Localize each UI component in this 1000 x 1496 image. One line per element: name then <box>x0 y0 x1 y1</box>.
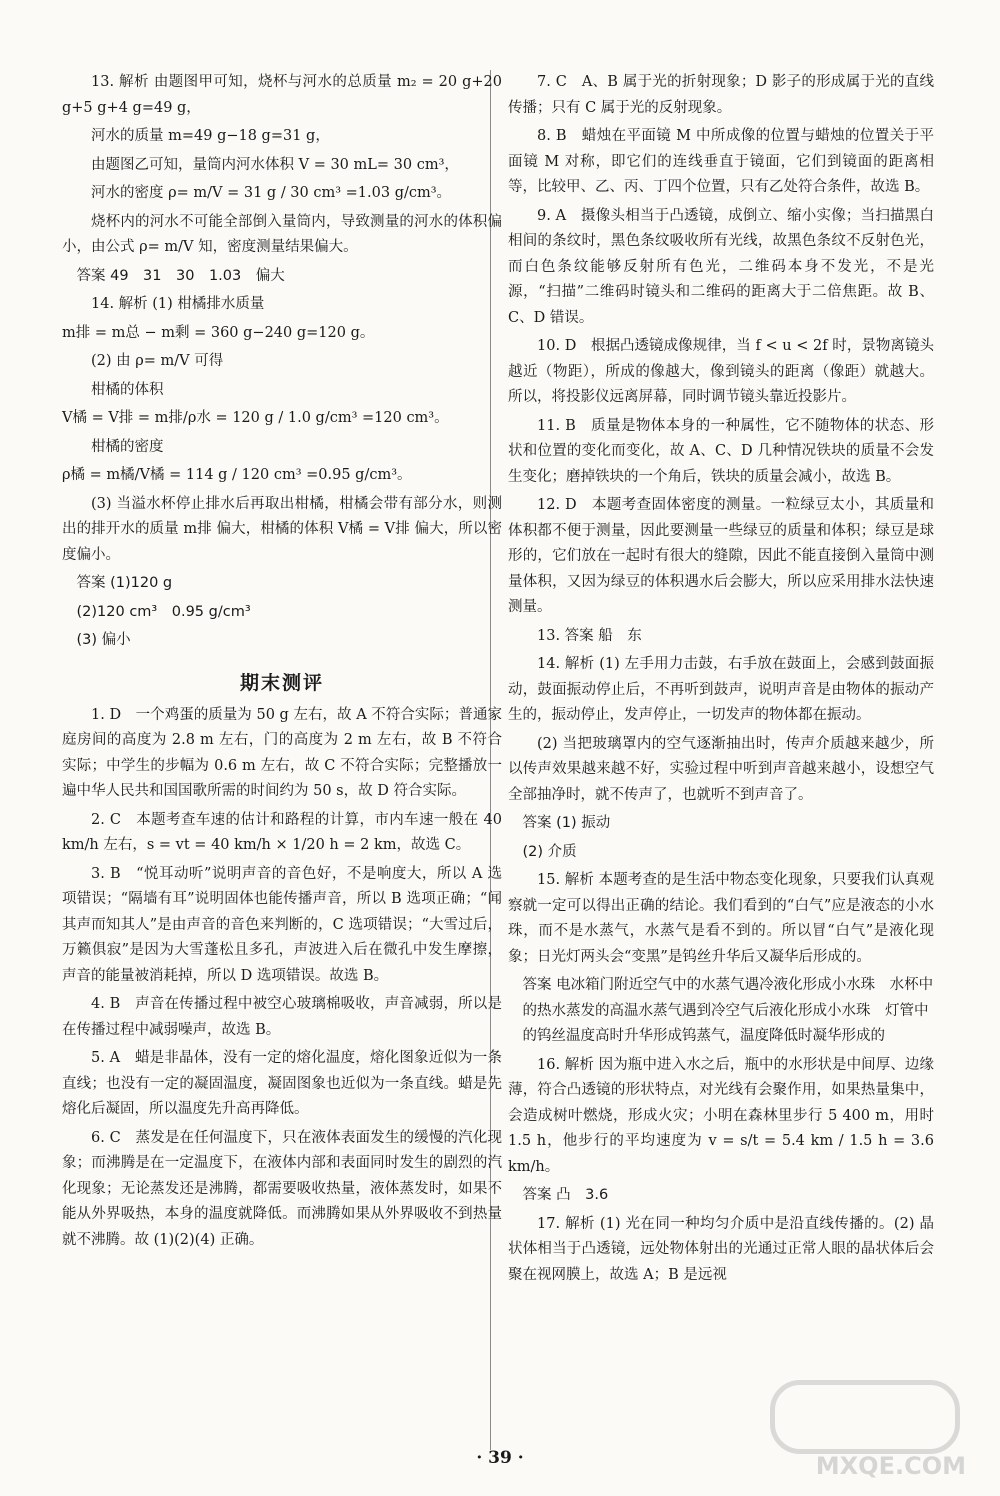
final-q16-answer: 答案 凸 3.6 <box>522 1187 609 1203</box>
q14-formula-volume: V橘 = V排 = m排/ρ水 = 120 g / 1.0 g/cm³ =120 cm³。 <box>62 410 449 426</box>
final-q14-part2: (2) 当把玻璃罩内的空气逐渐抽出时，传声介质越来越少，所以传声效果越来越不好，实验过程中听到声音越来越小，设想空气全部抽净时，就不传声了，也就听不到声音了。 <box>508 735 934 803</box>
q14-formula-density: ρ橘 = m橘/V橘 = 114 g / 120 cm³ =0.95 g/cm³。 <box>62 467 412 483</box>
final-q15-answer: 答案 电冰箱门附近空气中的水蒸气遇冷液化形成小水珠 水杯中的热水蒸发的高温水蒸气遇到冷空气后液化形成小水珠 灯管中的钨丝温度高时升华形成钨蒸气，温度降低时凝华形成的 <box>522 977 934 1044</box>
final-q14-part1: 14. 解析 (1) 左手用力击鼓，右手放在鼓面上，会感到鼓面振动，鼓面振动停止后，不再听到鼓声，说明声音是由物体的振动产生的，振动停止，发声停止，一切发声的物体都在振动。 <box>508 656 934 723</box>
q13-analysis-line2: 河水的质量 m=49 g−18 g=31 g， <box>91 128 330 144</box>
page-number: · 39 · <box>476 1448 524 1468</box>
q14-answer-2: (2)120 cm³ 0.95 g/cm³ <box>76 603 251 620</box>
left-column <box>62 70 507 1256</box>
final-q2: 2. C 本题考查车速的估计和路程的计算，市内车速一般在 40 km/h 左右，s = vt = 40 km/h × 1/20 h = 2 km，故选 C。 <box>62 811 507 853</box>
final-q9: 9. A 摄像头相当于凸透镜，成倒立、缩小实像；当扫描黑白相间的条纹时，黑色条纹吸收所有光线，故黑色条纹不反射色光，而白色条纹能够反射所有色光，二维码本身不发光，不是光源，“扫描”二维码时镜头和二维码的距离大于二倍焦距。故 B、C、D 错误。 <box>508 207 934 326</box>
final-q16: 16. 解析 因为瓶中进入水之后，瓶中的水形状是中间厚、边缘薄，符合凸透镜的形状特点，对光线有会聚作用，如果热量集中，会造成树叶燃烧，形成火灾；小明在森林里步行 5 400 m，用时 1.5 h，他步行的平均速度为 v = s/t = 5.4 km / 1.5 h = 3.6 km/h。 <box>508 1056 939 1175</box>
final-q13: 13. 答案 船 东 <box>537 627 642 644</box>
watermark-text: MXQE.COM <box>815 1452 966 1480</box>
q13-density-formula: 河水的密度 ρ= m/V = 31 g / 30 cm³ =1.03 g/cm³。 <box>91 185 452 201</box>
q13-answer: 答案 49 31 30 1.03 偏大 <box>76 267 285 284</box>
final-q8: 8. B 蜡烛在平面镜 M 中所成像的位置与蜡烛的位置关于平面镜 M 对称，即它们的连线垂直于镜面，它们到镜面的距离相等，比较甲、乙、丙、丁四个位置，只有乙处符合条件，故选 B。 <box>508 128 934 195</box>
final-q14-answer-1: 答案 (1) 振动 <box>522 815 611 831</box>
q14-analysis-1: 14. 解析 (1) 柑橘排水质量 <box>91 296 265 312</box>
q14-volume-label: 柑橘的体积 <box>91 381 164 398</box>
section-title: 期末测评 <box>239 671 324 694</box>
final-q1: 1. D 一个鸡蛋的质量为 50 g 左右，故 A 不符合实际；普通家庭房间的高度为 2.8 m 左右，门的高度为 2 m 左右，故 B 不符合实际；中学生的步幅为 0.6 m 左右，故 C 不符合实际；完整播放一遍中华人民共和国国歌所需的时间约为 50 s，故 D 符合实际。 <box>62 706 502 799</box>
q14-density-label: 柑橘的密度 <box>91 438 164 455</box>
right-column <box>508 70 939 1291</box>
final-q11: 11. B 质量是物体本身的一种属性，它不随物体的状态、形状和位置的变化而变化，故 A、C、D 几种情况铁块的质量不会发生变化；磨掉铁块的一个角后，铁块的质量会减小，故选 B。 <box>508 417 934 485</box>
q13-analysis-line1: 13. 解析 由题图甲可知，烧杯与河水的总质量 m₂ = 20 g+20 g+5 g+4 g=49 g， <box>62 74 507 116</box>
watermark-logo-icon <box>770 1380 960 1454</box>
q14-formula-mass: m排 = m总 − m剩 = 360 g−240 g=120 g。 <box>62 324 375 341</box>
q13-analysis-conclusion: 烧杯内的河水不可能全部倒入量筒内，导致测量的河水的体积偏小，由公式 ρ= m/V 知，密度测量结果偏大。 <box>62 213 502 255</box>
final-q4: 4. B 声音在传播过程中被空心玻璃棉吸收，声音减弱，所以是在传播过程中减弱噪声，故选 B。 <box>62 996 502 1038</box>
final-q6: 6. C 蒸发是在任何温度下，只在液体表面发生的缓慢的汽化现象；而沸腾是在一定温度下，在液体内部和表面同时发生的剧烈的汽化现象；无论蒸发还是沸腾，都需要吸收热量，液体蒸发时，如果不能从外界吸热，本身的温度就降低。而沸腾如果从外界吸收不到热量就不沸腾。故 (1)(2)(4) 正确。 <box>62 1129 502 1248</box>
q14-answer-3: (3) 偏小 <box>76 632 131 648</box>
q14-answer-1: 答案 (1)120 g <box>76 575 173 591</box>
final-q7: 7. C A、B 属于光的折射现象；D 影子的形成属于光的直线传播；只有 C 属于光的反射现象。 <box>508 74 934 116</box>
final-q5: 5. A 蜡是非晶体，没有一定的熔化温度，熔化图象近似为一条直线；也没有一定的凝固温度，凝固图象也近似为一条直线。蜡是先熔化后凝固，所以温度先升高再降低。 <box>62 1050 502 1117</box>
final-q15: 15. 解析 本题考查的是生活中物态变化现象，只要我们认真观察就一定可以得出正确的结论。我们看到的“白气”应是液态的小水珠，而不是水蒸气，水蒸气是看不到的。所以冒“白气”是液化现象；日光灯两头会“变黑”是钨丝升华后又凝华后形成的。 <box>508 872 934 965</box>
final-q14-answer-2: (2) 介质 <box>522 843 577 860</box>
q14-analysis-3: (3) 当溢水杯停止排水后再取出柑橘，柑橘会带有部分水，则测出的排开水的质量 m排 偏大，柑橘的体积 V橘 = V排 偏大，所以密度偏小。 <box>62 495 502 563</box>
watermark <box>770 1376 970 1486</box>
q14-analysis-2: (2) 由 ρ= m/V 可得 <box>91 353 224 369</box>
final-q17: 17. 解析 (1) 光在同一种均匀介质中是沿直线传播的。(2) 晶状体相当于凸透镜，远处物体射出的光通过正常人眼的晶状体后会聚在视网膜上，故选 A；B 是远视 <box>508 1215 934 1283</box>
final-q10: 10. D 根据凸透镜成像规律，当 f < u < 2f 时，景物离镜头越近（物距），所成的像越大，像到镜头的距离（像距）就越大。所以，将投影仪远离屏幕，同时调节镜头靠近投影片。 <box>508 338 934 405</box>
final-q3: 3. B “悦耳动听”说明声音的音色好，不是响度大，所以 A 选项错误；“隔墙有耳”说明固体也能传播声音，所以 B 选项正确；“闻其声而知其人”是由声音的音色来判断的，C 选项错误；“大雪过后，万籁俱寂”是因为大雪蓬松且多孔，声波进入后在微孔中发生摩擦，声音的能量被消耗掉，所以 D 选项错误。故选 B。 <box>62 865 502 984</box>
q13-analysis-line3: 由题图乙可知，量筒内河水体积 V = 30 mL= 30 cm³， <box>91 156 459 173</box>
final-q12: 12. D 本题考查固体密度的测量。一粒绿豆太小，其质量和体积都不便于测量，因此要测量一些绿豆的质量和体积；绿豆是球形的，它们放在一起时有很大的缝隙，因此不能直接倒入量筒中测量体积，又因为绿豆的体积遇水后会膨大，所以应采用排水法快速测量。 <box>508 497 934 615</box>
